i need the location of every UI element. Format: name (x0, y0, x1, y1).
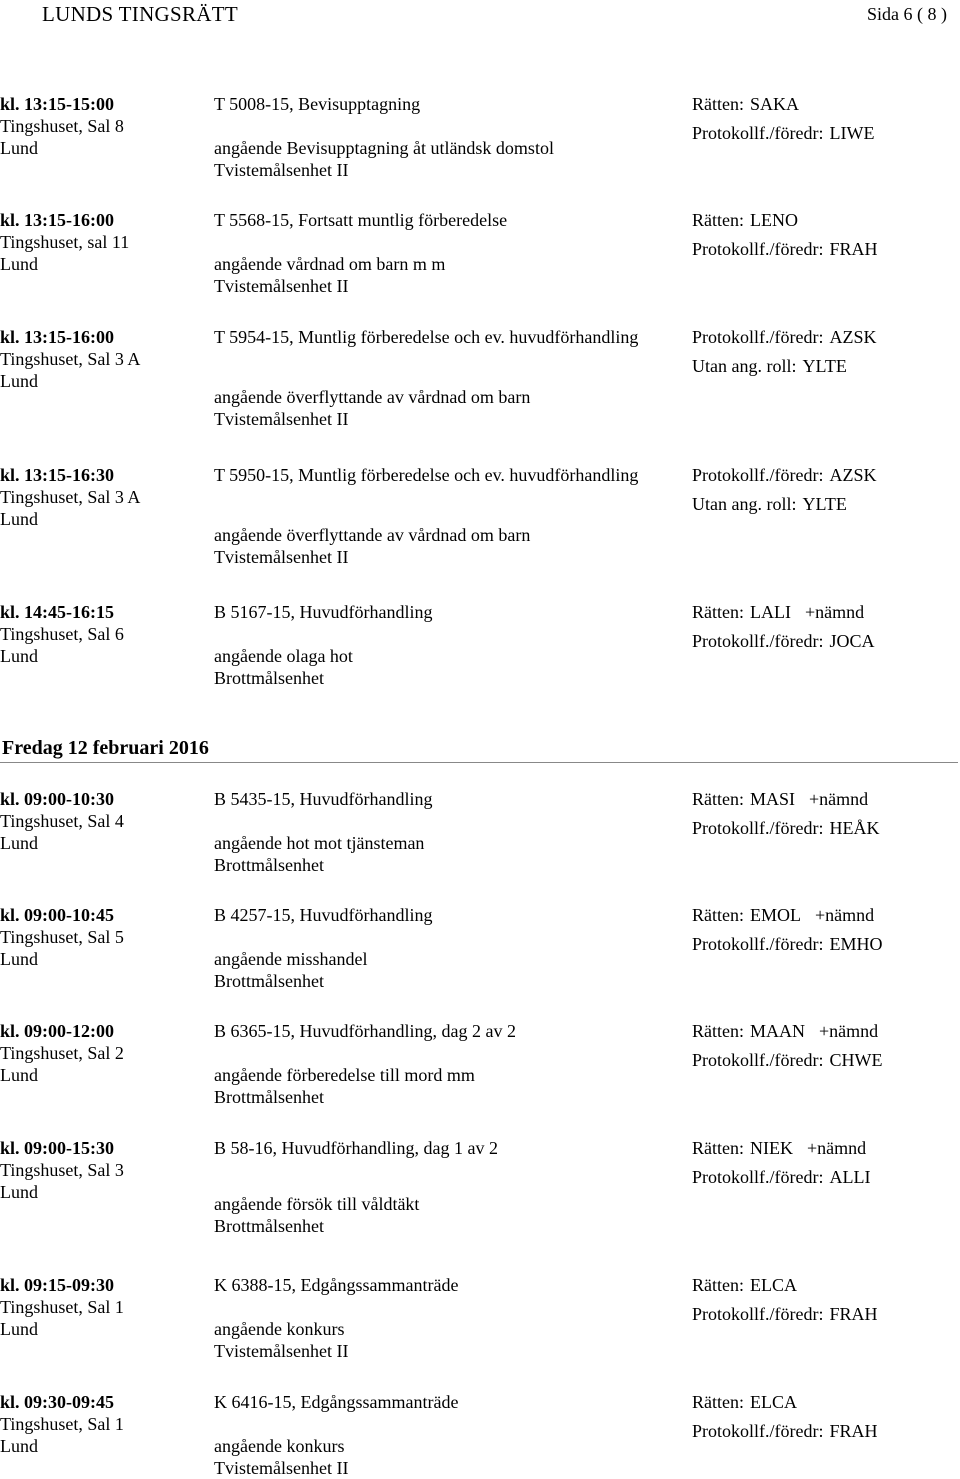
hearing-city: Lund (0, 949, 38, 969)
hearing-room: Tingshuset, Sal 5 (0, 927, 124, 947)
role-label: Utan ang. roll: (692, 494, 797, 514)
hearing-time: kl. 13:15-16:00 (0, 327, 114, 347)
case-number: B 4257-15, Huvudförhandling (214, 905, 433, 925)
day-divider (0, 762, 958, 763)
hearing-city: Lund (0, 833, 38, 853)
role-row (692, 122, 874, 144)
day-heading: Fredag 12 februari 2016 (2, 737, 209, 759)
role-value: HEÅK (829, 818, 880, 838)
role-label: Rätten: (692, 789, 744, 809)
hearing-time: kl. 09:00-15:30 (0, 1138, 114, 1158)
case-subject: angående misshandel (214, 949, 368, 969)
role-label: Protokollf./föredr: (692, 1050, 824, 1070)
role-value: CHWE (829, 1050, 883, 1070)
hearing-room: Tingshuset, Sal 1 (0, 1297, 124, 1317)
hearing-time: kl. 09:00-10:30 (0, 789, 114, 809)
case-unit: Brottmålsenhet (214, 1087, 324, 1107)
page-header (0, 0, 960, 30)
role-value: ELCA (750, 1275, 797, 1295)
role-label: Rätten: (692, 905, 744, 925)
hearing-time: kl. 14:45-16:15 (0, 602, 114, 622)
role-extra: +nämnd (807, 1138, 867, 1158)
hearing-time: kl. 09:15-09:30 (0, 1275, 114, 1295)
role-value: MAAN (750, 1021, 806, 1041)
role-label: Protokollf./föredr: (692, 1167, 824, 1187)
case-number: B 5435-15, Huvudförhandling (214, 789, 433, 809)
case-subject: angående olaga hot (214, 646, 353, 666)
hearing-room: Tingshuset, Sal 6 (0, 624, 124, 644)
role-row (692, 788, 868, 810)
role-value: AZSK (829, 327, 877, 347)
role-row (692, 817, 879, 839)
hearing-room: Tingshuset, Sal 3 (0, 1160, 124, 1180)
case-unit: Tvistemålsenhet II (214, 409, 349, 429)
case-number: T 5008-15, Bevisupptagning (214, 94, 421, 114)
case-subject: angående försök till våldtäkt (214, 1194, 420, 1214)
role-row (692, 1049, 882, 1071)
page-number: Sida 6 ( 8 ) (867, 4, 947, 24)
role-row (692, 1391, 797, 1413)
hearing-room: Tingshuset, sal 11 (0, 232, 130, 252)
case-number: T 5950-15, Muntlig förberedelse och ev. huvudförhandling (214, 465, 639, 485)
hearing-time: kl. 09:00-10:45 (0, 905, 114, 925)
case-subject: angående överflyttande av vårdnad om barn (214, 525, 531, 545)
case-number: B 5167-15, Huvudförhandling (214, 602, 433, 622)
case-subject: angående överflyttande av vårdnad om barn (214, 387, 531, 407)
hearing-city: Lund (0, 371, 38, 391)
role-row (692, 1137, 866, 1159)
role-label: Protokollf./föredr: (692, 934, 824, 954)
hearing-room: Tingshuset, Sal 3 A (0, 349, 141, 369)
role-label: Rätten: (692, 1275, 744, 1295)
hearing-city: Lund (0, 1319, 38, 1339)
role-row (692, 238, 878, 260)
role-row (692, 326, 877, 348)
hearing-time: kl. 09:00-12:00 (0, 1021, 114, 1041)
role-label: Protokollf./föredr: (692, 818, 824, 838)
role-label: Protokollf./föredr: (692, 327, 824, 347)
hearing-room: Tingshuset, Sal 8 (0, 116, 124, 136)
hearing-time: kl. 09:30-09:45 (0, 1392, 114, 1412)
role-value: LIWE (829, 123, 875, 143)
role-label: Rätten: (692, 1021, 744, 1041)
role-row (692, 1020, 878, 1042)
role-row (692, 1166, 870, 1188)
hearing-room: Tingshuset, Sal 2 (0, 1043, 124, 1063)
hearing-city: Lund (0, 1065, 38, 1085)
hearing-room: Tingshuset, Sal 3 A (0, 487, 141, 507)
case-subject: angående vårdnad om barn m m (214, 254, 446, 274)
role-value: EMOL (750, 905, 801, 925)
case-unit: Tvistemålsenhet II (214, 276, 349, 296)
role-row (692, 601, 864, 623)
role-row (692, 209, 798, 231)
role-label: Protokollf./föredr: (692, 1304, 824, 1324)
role-row (692, 1303, 878, 1325)
role-label: Rätten: (692, 94, 744, 114)
hearing-city: Lund (0, 1436, 38, 1456)
case-subject: angående konkurs (214, 1436, 345, 1456)
role-label: Rätten: (692, 210, 744, 230)
role-value: YLTE (802, 494, 847, 514)
role-value: JOCA (829, 631, 875, 651)
role-row (692, 464, 877, 486)
role-row (692, 93, 799, 115)
hearing-time: kl. 13:15-16:00 (0, 210, 114, 230)
case-number: T 5954-15, Muntlig förberedelse och ev. huvudförhandling (214, 327, 639, 347)
role-row (692, 493, 847, 515)
role-label: Protokollf./föredr: (692, 465, 824, 485)
case-number: T 5568-15, Fortsatt muntlig förberedelse (214, 210, 508, 230)
case-subject: angående hot mot tjänsteman (214, 833, 425, 853)
role-value: YLTE (802, 356, 847, 376)
case-unit: Tvistemålsenhet II (214, 160, 349, 180)
case-unit: Brottmålsenhet (214, 855, 324, 875)
case-subject: angående konkurs (214, 1319, 345, 1339)
hearing-city: Lund (0, 646, 38, 666)
role-value: LENO (750, 210, 798, 230)
role-value: NIEK (750, 1138, 793, 1158)
role-value: FRAH (829, 1421, 878, 1441)
role-extra: +nämnd (809, 789, 869, 809)
role-row (692, 1420, 878, 1442)
role-value: FRAH (829, 239, 878, 259)
role-extra: +nämnd (804, 602, 865, 622)
role-extra: +nämnd (815, 905, 875, 925)
case-number: B 6365-15, Huvudförhandling, dag 2 av 2 (214, 1021, 516, 1041)
hearing-time: kl. 13:15-15:00 (0, 94, 114, 114)
role-row (692, 904, 874, 926)
case-number: B 58-16, Huvudförhandling, dag 1 av 2 (214, 1138, 498, 1158)
role-value: SAKA (750, 94, 800, 114)
hearing-city: Lund (0, 509, 38, 529)
role-label: Rätten: (692, 602, 744, 622)
case-unit: Tvistemålsenhet II (214, 547, 349, 567)
role-label: Utan ang. roll: (692, 356, 797, 376)
role-label: Protokollf./föredr: (692, 631, 824, 651)
role-value: FRAH (829, 1304, 878, 1324)
case-subject: angående förberedelse till mord mm (214, 1065, 475, 1085)
role-label: Rätten: (692, 1392, 744, 1412)
role-row (692, 933, 882, 955)
role-label: Protokollf./föredr: (692, 123, 824, 143)
role-value: ELCA (750, 1392, 797, 1412)
role-label: Protokollf./föredr: (692, 239, 824, 259)
hearing-city: Lund (0, 254, 38, 274)
case-unit: Tvistemålsenhet II (214, 1341, 349, 1361)
hearing-room: Tingshuset, Sal 4 (0, 811, 124, 831)
case-number: K 6416-15, Edgångssammanträde (214, 1392, 459, 1412)
hearing-city: Lund (0, 138, 38, 158)
role-label: Rätten: (692, 1138, 744, 1158)
case-unit: Brottmålsenhet (214, 1216, 324, 1236)
role-row (692, 630, 875, 652)
role-value: EMHO (829, 934, 883, 954)
case-unit: Brottmålsenhet (214, 971, 324, 991)
role-value: ALLI (829, 1167, 871, 1187)
role-extra: +nämnd (819, 1021, 879, 1041)
case-unit: Brottmålsenhet (214, 668, 324, 688)
role-value: AZSK (829, 465, 877, 485)
hearing-city: Lund (0, 1182, 38, 1202)
case-subject: angående Bevisupptagning åt utländsk domstol (214, 138, 554, 158)
case-unit: Tvistemålsenhet II (214, 1458, 349, 1478)
role-value: MASI (750, 789, 796, 809)
hearing-time: kl. 13:15-16:30 (0, 465, 114, 485)
role-value: LALI (750, 602, 791, 622)
role-row (692, 355, 847, 377)
role-label: Protokollf./föredr: (692, 1421, 824, 1441)
hearing-room: Tingshuset, Sal 1 (0, 1414, 124, 1434)
role-row (692, 1274, 797, 1296)
court-title: LUNDS TINGSRÄTT (42, 2, 239, 26)
case-number: K 6388-15, Edgångssammanträde (214, 1275, 459, 1295)
